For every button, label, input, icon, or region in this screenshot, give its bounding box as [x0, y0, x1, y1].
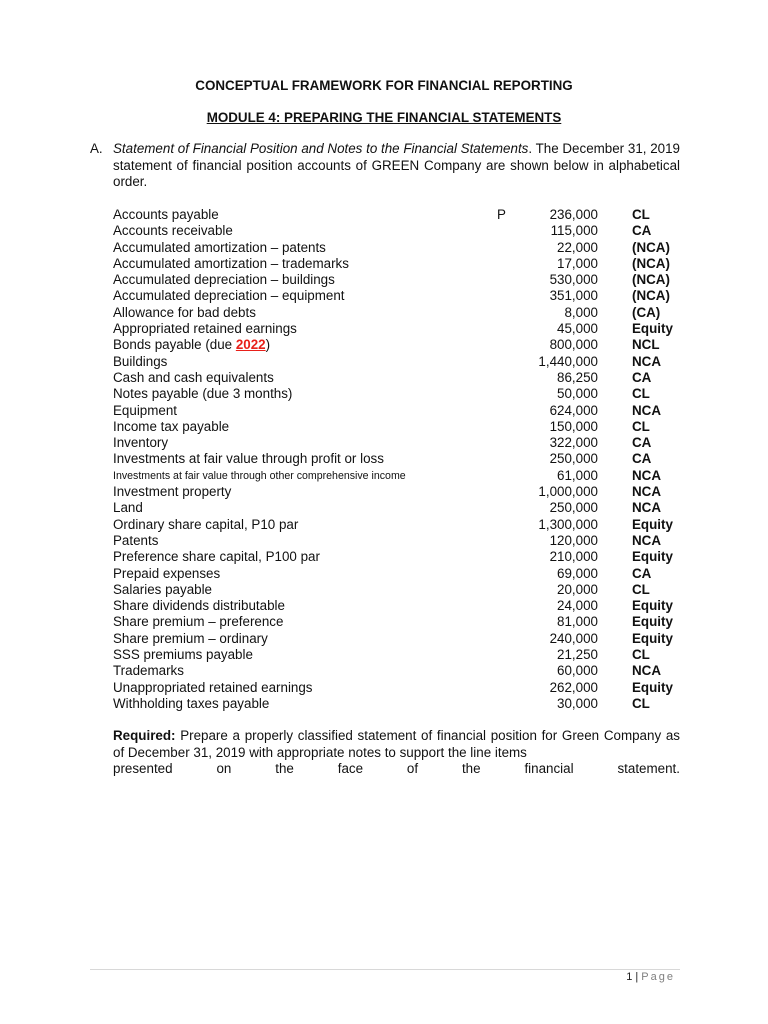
account-classification: Equity [632, 614, 673, 630]
account-name-text: Salaries payable [113, 581, 213, 597]
account-amount: 210,000 [549, 549, 598, 565]
account-classification: NCA [632, 500, 662, 516]
account-classification: (NCA) [632, 255, 670, 271]
problem-intro-body [113, 141, 680, 191]
account-amount: 61,000 [557, 467, 598, 483]
account-classification: CA [632, 223, 652, 239]
account-name [113, 403, 177, 419]
account-row [0, 240, 768, 256]
account-amount: 22,000 [557, 239, 598, 255]
account-name [113, 598, 285, 614]
account-name [113, 451, 384, 467]
account-name [113, 631, 268, 647]
account-amount: 45,000 [557, 321, 598, 337]
account-classification: (NCA) [632, 272, 670, 288]
account-row [0, 419, 768, 435]
account-row [0, 435, 768, 451]
account-name [113, 240, 326, 256]
account-row [0, 517, 768, 533]
account-name [113, 696, 269, 712]
account-name [113, 207, 219, 223]
account-amount: 50,000 [557, 386, 598, 402]
currency-symbol: P [497, 207, 506, 222]
account-classification: CL [632, 581, 650, 597]
account-classification: NCA [632, 663, 662, 679]
account-row [0, 696, 768, 712]
account-row [0, 272, 768, 288]
account-name-text: Cash and cash equivalents [113, 369, 274, 385]
account-classification: CL [632, 207, 650, 222]
account-amount: 69,000 [557, 565, 598, 581]
account-name [113, 549, 320, 565]
account-row [0, 370, 768, 386]
account-classification: Equity [632, 549, 673, 565]
required-text: Prepare a properly classified statement of financial position for Green Company as of December 31, 2019 with appropriate notes to support the line items [113, 728, 680, 760]
account-name-text: SSS premiums payable [113, 647, 253, 663]
account-classification: NCA [632, 467, 662, 483]
required-label: Required: [113, 728, 176, 743]
required-word: financial [524, 761, 574, 777]
account-name [113, 256, 349, 272]
account-name [113, 614, 283, 630]
account-amount: 1,300,000 [538, 516, 598, 532]
account-name [113, 305, 256, 321]
required-paragraph [113, 728, 680, 778]
page-footer [626, 971, 675, 983]
account-amount: 236,000 [549, 207, 598, 222]
account-row [0, 680, 768, 696]
account-amount: 24,000 [557, 598, 598, 614]
account-amount: 351,000 [549, 288, 598, 304]
account-amount: 150,000 [549, 418, 598, 434]
account-row [0, 582, 768, 598]
account-classification: (CA) [632, 304, 661, 320]
account-row [0, 403, 768, 419]
account-row [0, 207, 768, 223]
account-name-highlight: 2022 [235, 337, 266, 353]
account-row [0, 321, 768, 337]
account-name-text: Accounts payable [113, 207, 219, 222]
account-row [0, 631, 768, 647]
account-row [0, 256, 768, 272]
account-name [113, 566, 220, 582]
required-word: statement. [617, 761, 680, 777]
account-name-suffix: ) [265, 337, 271, 353]
problem-intro-text: . The December 31, 2019 statement of financial position accounts of GREEN Company are shown below in alphabetical order. [113, 141, 680, 189]
account-name [113, 435, 168, 451]
page-separator: | [635, 971, 639, 983]
page-number: 1 [626, 971, 633, 983]
account-amount: 250,000 [549, 500, 598, 516]
account-amount: 17,000 [557, 255, 598, 271]
account-classification: CL [632, 418, 650, 434]
account-name-text: Preference share capital, P100 par [113, 549, 320, 565]
account-name [113, 337, 270, 353]
account-name [113, 419, 229, 435]
problem-heading: Statement of Financial Position and Notes to the Financial Statements [113, 141, 529, 156]
account-classification: Equity [632, 516, 673, 532]
account-name-text: Bonds payable (due [113, 337, 236, 353]
account-amount: 322,000 [549, 435, 598, 451]
account-classification: CA [632, 451, 652, 467]
account-row [0, 566, 768, 582]
account-amount: 624,000 [549, 402, 598, 418]
account-classification: Equity [632, 321, 673, 337]
account-classification: Equity [632, 630, 673, 646]
footer-divider [90, 969, 680, 970]
account-name [113, 680, 313, 696]
account-classification: CA [632, 369, 652, 385]
module-title: MODULE 4: PREPARING THE FINANCIAL STATEMENTS [206, 110, 562, 125]
account-row [0, 386, 768, 402]
account-name-text: Unappropriated retained earnings [113, 679, 313, 695]
account-amount: 530,000 [549, 272, 598, 288]
account-amount: 115,000 [550, 223, 598, 239]
account-name [113, 517, 298, 533]
account-name [113, 354, 167, 370]
account-name-text: Accounts receivable [113, 223, 233, 239]
account-row [0, 533, 768, 549]
account-amount: 86,250 [557, 369, 598, 385]
account-amount: 1,000,000 [538, 484, 598, 500]
account-classification: CL [632, 695, 650, 711]
account-amount: 262,000 [549, 679, 598, 695]
required-last-line [113, 761, 680, 778]
account-name-text: Inventory [113, 435, 169, 451]
account-row [0, 451, 768, 467]
account-row [0, 663, 768, 679]
account-classification: CA [632, 565, 652, 581]
account-classification: NCL [632, 337, 660, 353]
account-classification: NCA [632, 353, 662, 369]
account-name-text: Accumulated depreciation – buildings [113, 272, 335, 288]
account-amount: 120,000 [549, 532, 598, 548]
required-word: presented [113, 761, 173, 777]
account-row [0, 337, 768, 353]
account-name-text: Buildings [113, 353, 168, 369]
account-name [113, 370, 274, 386]
account-name-text: Prepaid expenses [113, 565, 221, 581]
account-name-text: Patents [113, 532, 159, 548]
account-name [113, 582, 212, 598]
account-name [113, 663, 184, 679]
account-name-text: Ordinary share capital, P10 par [113, 516, 299, 532]
account-name-text: Share dividends distributable [113, 598, 285, 614]
account-amount: 800,000 [549, 337, 598, 353]
account-row [0, 468, 768, 484]
account-row [0, 305, 768, 321]
document-title: CONCEPTUAL FRAMEWORK FOR FINANCIAL REPORTING [195, 78, 573, 93]
account-row [0, 484, 768, 500]
required-word: the [461, 761, 481, 777]
account-name [113, 647, 253, 663]
account-name-text: Withholding taxes payable [113, 695, 270, 711]
account-row [0, 354, 768, 370]
account-amount: 30,000 [557, 695, 598, 711]
account-name-text: Equipment [113, 402, 178, 418]
account-amount: 1,440,000 [538, 353, 598, 369]
account-classification: (NCA) [632, 288, 670, 304]
account-amount: 20,000 [557, 581, 598, 597]
required-word: on [216, 761, 232, 777]
account-row [0, 647, 768, 663]
account-amount: 8,000 [564, 304, 598, 320]
account-name [113, 484, 231, 500]
account-name-text: Investments at fair value through other comprehensive income [113, 469, 406, 482]
account-row [0, 598, 768, 614]
account-classification: (NCA) [632, 239, 670, 255]
account-name [113, 533, 158, 549]
account-name [113, 223, 233, 239]
account-name-text: Share premium – preference [113, 614, 284, 630]
account-name-text: Investments at fair value through profit or loss [113, 451, 384, 467]
required-word: of [406, 761, 419, 777]
account-classification: Equity [632, 679, 673, 695]
account-row [0, 614, 768, 630]
required-word: face [337, 761, 364, 777]
account-name-text: Appropriated retained earnings [113, 321, 297, 337]
account-row [0, 288, 768, 304]
account-amount: 21,250 [557, 647, 598, 663]
account-classification: NCA [632, 402, 662, 418]
account-row [0, 549, 768, 565]
problem-letter: A. [90, 141, 103, 156]
page-word: Page [641, 971, 675, 983]
account-name [113, 321, 297, 337]
account-name-text: Investment property [113, 484, 232, 500]
account-name [113, 386, 292, 402]
accounts-list [0, 207, 768, 712]
account-name [113, 468, 406, 484]
account-classification: NCA [632, 532, 662, 548]
account-row [0, 223, 768, 239]
account-classification: NCA [632, 484, 662, 500]
account-name [113, 272, 335, 288]
account-classification: CL [632, 647, 650, 663]
account-row [0, 500, 768, 516]
problem-intro [90, 141, 680, 191]
account-name-text: Accumulated amortization – trademarks [113, 255, 349, 271]
account-classification: CL [632, 386, 650, 402]
account-name-text: Land [113, 500, 143, 516]
account-amount: 81,000 [557, 614, 598, 630]
account-name-text: Income tax payable [113, 418, 230, 434]
account-amount: 240,000 [549, 630, 598, 646]
account-name-text: Allowance for bad debts [113, 304, 256, 320]
account-name-text: Accumulated amortization – patents [113, 239, 326, 255]
required-word: the [275, 761, 294, 777]
account-name-text: Share premium – ordinary [113, 630, 268, 646]
account-name [113, 288, 345, 304]
account-name [113, 500, 143, 516]
account-name-text: Trademarks [113, 663, 184, 679]
account-classification: Equity [632, 598, 673, 614]
account-name-text: Notes payable (due 3 months) [113, 386, 293, 402]
account-amount: 60,000 [557, 663, 598, 679]
account-name-text: Accumulated depreciation – equipment [113, 288, 345, 304]
account-classification: CA [632, 435, 652, 451]
account-amount: 250,000 [549, 451, 598, 467]
